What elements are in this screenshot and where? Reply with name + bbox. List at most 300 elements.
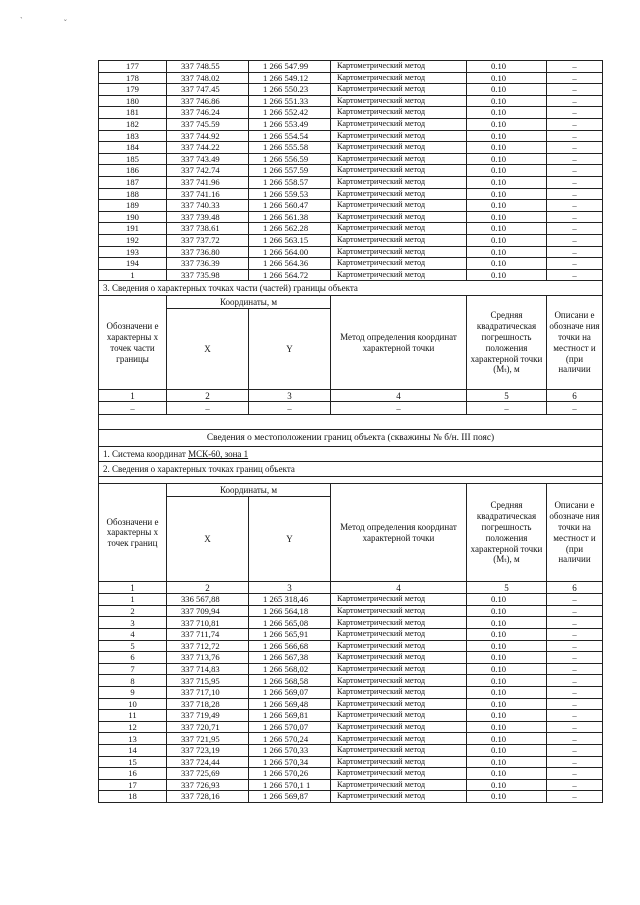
coord-x-cell: 337 746.24 (167, 107, 249, 119)
section3-col-point: Обозначени е характерны х точек части границы (99, 296, 167, 390)
method-cell: Картометрический метод (331, 698, 467, 710)
description-cell: – (547, 768, 603, 780)
table-row (99, 84, 603, 96)
coord-y-cell: 1 266 564.36 (249, 258, 331, 270)
coordinates-table (98, 60, 603, 803)
table-row (99, 142, 603, 154)
section3-col-method: Метод определения координат характерной точки (331, 296, 467, 390)
point-number-cell: 6 (99, 652, 167, 664)
description-cell: – (547, 84, 603, 96)
method-cell: Картометрический метод (331, 710, 467, 722)
coord-y-cell: 1 266 552.42 (249, 107, 331, 119)
coord-y-cell: 1 266 560.47 (249, 200, 331, 212)
table-row (99, 72, 603, 84)
description-cell: – (547, 640, 603, 652)
description-cell: – (547, 617, 603, 629)
description-cell: – (547, 61, 603, 73)
coord-y-cell: 1 266 549.12 (249, 72, 331, 84)
coord-y-cell: 1 266 550.23 (249, 84, 331, 96)
point-number-cell: 192 (99, 234, 167, 246)
coord-y-cell: 1 266 555.58 (249, 142, 331, 154)
description-cell: – (547, 733, 603, 745)
method-cell: Картометрический метод (331, 269, 467, 281)
section3-title-row (99, 281, 603, 296)
coord-y-cell: 1 266 569,07 (249, 687, 331, 699)
point-number-cell: 12 (99, 721, 167, 733)
description-cell: – (547, 663, 603, 675)
point-number-cell: 2 (99, 605, 167, 617)
error-cell: 0.10 (467, 652, 547, 664)
section3-title: 3. Сведения о характерных точках части (частей) границы объекта (99, 281, 603, 296)
coord-x-cell: 337 743.49 (167, 153, 249, 165)
error-cell: 0.10 (467, 756, 547, 768)
error-cell: 0.10 (467, 594, 547, 606)
point-number-cell: 194 (99, 258, 167, 270)
description-cell: – (547, 687, 603, 699)
description-cell: – (547, 142, 603, 154)
coord-y-cell: 1 266 567,38 (249, 652, 331, 664)
index-cell: 2 (167, 582, 249, 594)
description-cell: – (547, 791, 603, 803)
section3-index-row (99, 390, 603, 402)
coord-x-cell: 337 746.86 (167, 95, 249, 107)
index-cell: 1 (99, 390, 167, 402)
table1-body (99, 61, 603, 281)
method-cell: Картометрический метод (331, 640, 467, 652)
location-title-row (99, 430, 603, 447)
coord-y-cell: 1 266 551.33 (249, 95, 331, 107)
table-row (99, 652, 603, 664)
point-number-cell: 8 (99, 675, 167, 687)
description-cell: – (547, 652, 603, 664)
coord-x-cell: 337 717,10 (167, 687, 249, 699)
point-number-cell: 189 (99, 200, 167, 212)
error-cell: 0.10 (467, 223, 547, 235)
coord-x-cell: 337 709,94 (167, 605, 249, 617)
method-cell: Картометрический метод (331, 687, 467, 699)
error-cell: 0.10 (467, 200, 547, 212)
coord-x-cell: 337 726,93 (167, 779, 249, 791)
scan-mark-left: ` (20, 16, 23, 25)
coord-y-cell: 1 266 554.54 (249, 130, 331, 142)
coord-y-cell: 1 266 565,08 (249, 617, 331, 629)
point-number-cell: 16 (99, 768, 167, 780)
method-cell: Картометрический метод (331, 246, 467, 258)
method-cell: Картометрический метод (331, 663, 467, 675)
table-row (99, 153, 603, 165)
method-cell: Картометрический метод (331, 84, 467, 96)
section2-col-x: X (167, 497, 249, 582)
table-row (99, 617, 603, 629)
error-cell: 0.10 (467, 687, 547, 699)
table-row (99, 269, 603, 281)
description-cell: – (547, 165, 603, 177)
table-row (99, 710, 603, 722)
method-cell: Картометрический метод (331, 652, 467, 664)
index-cell: 3 (249, 582, 331, 594)
error-cell: 0.10 (467, 118, 547, 130)
description-cell: – (547, 605, 603, 617)
method-cell: Картометрический метод (331, 629, 467, 641)
method-cell: Картометрический метод (331, 733, 467, 745)
method-cell: Картометрический метод (331, 72, 467, 84)
coord-x-cell: 337 740.33 (167, 200, 249, 212)
point-number-cell: 190 (99, 211, 167, 223)
point-number-cell: 9 (99, 687, 167, 699)
method-cell: Картометрический метод (331, 745, 467, 757)
index-cell: 5 (467, 582, 547, 594)
dash-cell: – (167, 402, 249, 415)
coord-x-cell: 337 739.48 (167, 211, 249, 223)
coord-x-cell: 337 725,69 (167, 768, 249, 780)
error-cell: 0.10 (467, 629, 547, 641)
method-cell: Картометрический метод (331, 617, 467, 629)
method-cell: Картометрический метод (331, 188, 467, 200)
table-row (99, 118, 603, 130)
section2-col-desc: Описани е обозначе ния точки на местност и (при наличии (547, 484, 603, 582)
table2-body (99, 594, 603, 803)
method-cell: Картометрический метод (331, 779, 467, 791)
coord-x-cell: 337 718,28 (167, 698, 249, 710)
point-number-cell: 180 (99, 95, 167, 107)
coord-y-cell: 1 266 569,81 (249, 710, 331, 722)
table-row (99, 745, 603, 757)
section3-col-y: Y (249, 309, 331, 390)
point-number-cell: 11 (99, 710, 167, 722)
point-number-cell: 7 (99, 663, 167, 675)
point-number-cell: 182 (99, 118, 167, 130)
error-cell: 0.10 (467, 107, 547, 119)
coord-x-cell: 337 719,49 (167, 710, 249, 722)
method-cell: Картометрический метод (331, 223, 467, 235)
coord-y-cell: 1 266 558.57 (249, 176, 331, 188)
coord-x-cell: 336 567,88 (167, 594, 249, 606)
coord-y-cell: 1 266 564.72 (249, 269, 331, 281)
description-cell: – (547, 72, 603, 84)
description-cell: – (547, 223, 603, 235)
method-cell: Картометрический метод (331, 176, 467, 188)
description-cell: – (547, 756, 603, 768)
coord-y-cell: 1 266 556.59 (249, 153, 331, 165)
section3-empty-row (99, 402, 603, 415)
description-cell: – (547, 269, 603, 281)
point-number-cell: 186 (99, 165, 167, 177)
coord-x-cell: 337 741.16 (167, 188, 249, 200)
table-row (99, 246, 603, 258)
coord-y-cell: 1 266 568,58 (249, 675, 331, 687)
section2-title-row (99, 462, 603, 477)
point-number-cell: 185 (99, 153, 167, 165)
coord-y-cell: 1 266 559.53 (249, 188, 331, 200)
table-row (99, 130, 603, 142)
table-row (99, 258, 603, 270)
method-cell: Картометрический метод (331, 142, 467, 154)
index-cell: 6 (547, 390, 603, 402)
index-cell: 2 (167, 390, 249, 402)
method-cell: Картометрический метод (331, 153, 467, 165)
error-cell: 0.10 (467, 721, 547, 733)
point-number-cell: 10 (99, 698, 167, 710)
coord-y-cell: 1 266 570,24 (249, 733, 331, 745)
error-cell: 0.10 (467, 710, 547, 722)
coord-y-cell: 1 266 565,91 (249, 629, 331, 641)
document-page (98, 60, 602, 803)
section2-coords-header: Координаты, м (167, 484, 331, 497)
point-number-cell: 5 (99, 640, 167, 652)
point-number-cell: 1 (99, 269, 167, 281)
coord-x-cell: 337 712,72 (167, 640, 249, 652)
point-number-cell: 187 (99, 176, 167, 188)
table-row (99, 188, 603, 200)
error-cell: 0.10 (467, 95, 547, 107)
coord-x-cell: 337 723,19 (167, 745, 249, 757)
description-cell: – (547, 779, 603, 791)
coord-y-cell: 1 266 570,07 (249, 721, 331, 733)
description-cell: – (547, 234, 603, 246)
error-cell: 0.10 (467, 72, 547, 84)
description-cell: – (547, 745, 603, 757)
error-cell: 0.10 (467, 605, 547, 617)
coord-y-cell: 1 266 570,1 1 (249, 779, 331, 791)
method-cell: Картометрический метод (331, 258, 467, 270)
description-cell: – (547, 188, 603, 200)
coord-x-cell: 337 738.61 (167, 223, 249, 235)
error-cell: 0.10 (467, 211, 547, 223)
dash-cell: – (99, 402, 167, 415)
point-number-cell: 4 (99, 629, 167, 641)
coord-y-cell: 1 266 568,02 (249, 663, 331, 675)
coord-x-cell: 337 721,95 (167, 733, 249, 745)
coord-x-cell: 337 742.74 (167, 165, 249, 177)
table-row (99, 223, 603, 235)
coord-x-cell: 337 744.22 (167, 142, 249, 154)
description-cell: – (547, 200, 603, 212)
location-title: Сведения о местоположении границ объекта (скважины № б/н. III пояс) (99, 430, 603, 447)
description-cell: – (547, 176, 603, 188)
section3-coords-header: Координаты, м (167, 296, 331, 309)
method-cell: Картометрический метод (331, 107, 467, 119)
error-cell: 0.10 (467, 640, 547, 652)
error-cell: 0.10 (467, 165, 547, 177)
method-cell: Картометрический метод (331, 675, 467, 687)
description-cell: – (547, 118, 603, 130)
coord-x-cell: 337 714,83 (167, 663, 249, 675)
error-cell: 0.10 (467, 130, 547, 142)
point-number-cell: 193 (99, 246, 167, 258)
coord-y-cell: 1 266 561.38 (249, 211, 331, 223)
section3-header-row-1 (99, 296, 603, 309)
coord-system-row (99, 447, 603, 462)
error-cell: 0.10 (467, 617, 547, 629)
description-cell: – (547, 246, 603, 258)
coord-system-label: 1. Система координат (103, 449, 189, 460)
dash-cell: – (547, 402, 603, 415)
scan-mark-right: ˘ (64, 18, 67, 27)
table-row (99, 756, 603, 768)
table-row (99, 779, 603, 791)
error-cell: 0.10 (467, 142, 547, 154)
coord-x-cell: 337 710,81 (167, 617, 249, 629)
section2-index-row (99, 582, 603, 594)
point-number-cell: 188 (99, 188, 167, 200)
table-row (99, 200, 603, 212)
method-cell: Картометрический метод (331, 756, 467, 768)
description-cell: – (547, 153, 603, 165)
section2-title: 2. Сведения о характерных точках границ объекта (99, 462, 603, 477)
coord-y-cell: 1 265 318,46 (249, 594, 331, 606)
table-row (99, 721, 603, 733)
section2-col-error: Средняя квадратическая погрешность положения характерной точки (Mₜ), м (467, 484, 547, 582)
method-cell: Картометрический метод (331, 211, 467, 223)
coord-x-cell: 337 737.72 (167, 234, 249, 246)
point-number-cell: 1 (99, 594, 167, 606)
table-row (99, 663, 603, 675)
coord-x-cell: 337 720,71 (167, 721, 249, 733)
coord-y-cell: 1 266 570,34 (249, 756, 331, 768)
coord-x-cell: 337 728,16 (167, 791, 249, 803)
description-cell: – (547, 594, 603, 606)
error-cell: 0.10 (467, 698, 547, 710)
coord-x-cell: 337 741.96 (167, 176, 249, 188)
index-cell: 5 (467, 390, 547, 402)
table-row (99, 95, 603, 107)
method-cell: Картометрический метод (331, 165, 467, 177)
point-number-cell: 178 (99, 72, 167, 84)
description-cell: – (547, 95, 603, 107)
description-cell: – (547, 721, 603, 733)
table-row (99, 687, 603, 699)
error-cell: 0.10 (467, 246, 547, 258)
coord-y-cell: 1 266 547.99 (249, 61, 331, 73)
coord-x-cell: 337 736.80 (167, 246, 249, 258)
section3-col-x: X (167, 309, 249, 390)
error-cell: 0.10 (467, 176, 547, 188)
coord-y-cell: 1 266 569,48 (249, 698, 331, 710)
description-cell: – (547, 211, 603, 223)
table-row (99, 698, 603, 710)
table-row (99, 733, 603, 745)
section3-col-desc: Описани е обозначе ния точки на местност и (при наличии (547, 296, 603, 390)
index-cell: 1 (99, 582, 167, 594)
dash-cell: – (249, 402, 331, 415)
index-cell: 6 (547, 582, 603, 594)
coord-y-cell: 1 266 557.59 (249, 165, 331, 177)
table-row (99, 605, 603, 617)
table-row (99, 768, 603, 780)
coord-x-cell: 337 744.92 (167, 130, 249, 142)
coord-x-cell: 337 748.02 (167, 72, 249, 84)
coord-y-cell: 1 266 564.00 (249, 246, 331, 258)
point-number-cell: 13 (99, 733, 167, 745)
coord-y-cell: 1 266 570,33 (249, 745, 331, 757)
dash-cell: – (331, 402, 467, 415)
method-cell: Картометрический метод (331, 594, 467, 606)
description-cell: – (547, 629, 603, 641)
index-cell: 4 (331, 390, 467, 402)
error-cell: 0.10 (467, 61, 547, 73)
point-number-cell: 14 (99, 745, 167, 757)
table-row (99, 61, 603, 73)
method-cell: Картометрический метод (331, 721, 467, 733)
method-cell: Картометрический метод (331, 95, 467, 107)
method-cell: Картометрический метод (331, 234, 467, 246)
table-row (99, 107, 603, 119)
coord-x-cell: 337 748.55 (167, 61, 249, 73)
error-cell: 0.10 (467, 791, 547, 803)
section2-header-row-1 (99, 484, 603, 497)
coord-x-cell: 337 713,76 (167, 652, 249, 664)
coord-y-cell: 1 266 570,26 (249, 768, 331, 780)
section2-col-point: Обозначени е характерны х точек границ (99, 484, 167, 582)
table-row (99, 211, 603, 223)
error-cell: 0.10 (467, 768, 547, 780)
error-cell: 0.10 (467, 733, 547, 745)
method-cell: Картометрический метод (331, 61, 467, 73)
table-row (99, 234, 603, 246)
table-row (99, 791, 603, 803)
point-number-cell: 191 (99, 223, 167, 235)
error-cell: 0.10 (467, 84, 547, 96)
point-number-cell: 17 (99, 779, 167, 791)
coord-y-cell: 1 266 562.28 (249, 223, 331, 235)
coord-y-cell: 1 266 553.49 (249, 118, 331, 130)
spacer-row (99, 477, 603, 484)
index-cell: 3 (249, 390, 331, 402)
table-row (99, 640, 603, 652)
coord-y-cell: 1 266 569,87 (249, 791, 331, 803)
description-cell: – (547, 675, 603, 687)
point-number-cell: 184 (99, 142, 167, 154)
method-cell: Картометрический метод (331, 605, 467, 617)
error-cell: 0.10 (467, 269, 547, 281)
coord-y-cell: 1 266 566,68 (249, 640, 331, 652)
method-cell: Картометрический метод (331, 130, 467, 142)
coord-x-cell: 337 715,95 (167, 675, 249, 687)
error-cell: 0.10 (467, 234, 547, 246)
coord-x-cell: 337 711,74 (167, 629, 249, 641)
method-cell: Картометрический метод (331, 200, 467, 212)
section2-col-y: Y (249, 497, 331, 582)
description-cell: – (547, 710, 603, 722)
coord-y-cell: 1 266 564,18 (249, 605, 331, 617)
coord-system-value: МСК-60, зона 1 (188, 449, 249, 460)
point-number-cell: 15 (99, 756, 167, 768)
table-row (99, 675, 603, 687)
error-cell: 0.10 (467, 188, 547, 200)
table-row (99, 165, 603, 177)
description-cell: – (547, 258, 603, 270)
point-number-cell: 177 (99, 61, 167, 73)
table-row (99, 594, 603, 606)
point-number-cell: 18 (99, 791, 167, 803)
description-cell: – (547, 130, 603, 142)
description-cell: – (547, 107, 603, 119)
point-number-cell: 181 (99, 107, 167, 119)
coord-x-cell: 337 747.45 (167, 84, 249, 96)
method-cell: Картометрический метод (331, 118, 467, 130)
error-cell: 0.10 (467, 675, 547, 687)
description-cell: – (547, 698, 603, 710)
section3-col-error: Средняя квадратическая погрешность положения характерной точки (Mₜ), м (467, 296, 547, 390)
point-number-cell: 179 (99, 84, 167, 96)
coord-x-cell: 337 735.98 (167, 269, 249, 281)
error-cell: 0.10 (467, 258, 547, 270)
spacer-row (99, 415, 603, 430)
table-row (99, 629, 603, 641)
coord-x-cell: 337 745.59 (167, 118, 249, 130)
index-cell: 4 (331, 582, 467, 594)
error-cell: 0.10 (467, 745, 547, 757)
